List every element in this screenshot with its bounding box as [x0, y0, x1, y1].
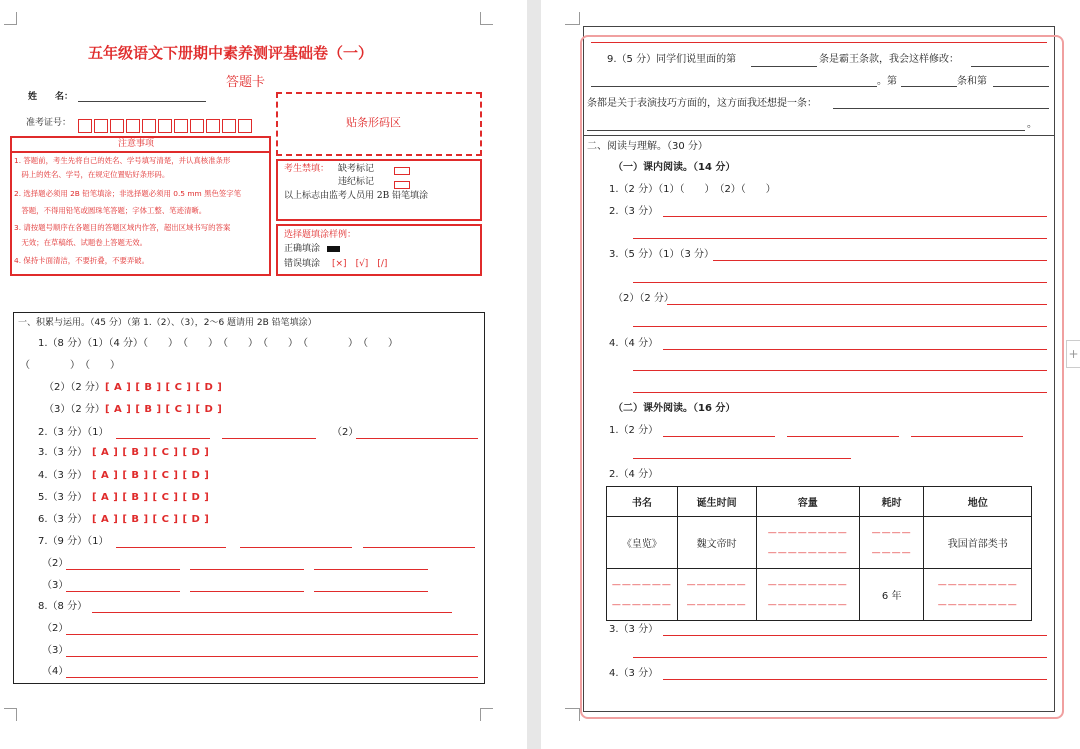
table-cell-blank[interactable]: —————— —————— [677, 569, 756, 621]
q9-blank[interactable] [751, 66, 817, 67]
answer-line[interactable] [591, 42, 1047, 43]
answer-line[interactable] [663, 216, 1047, 217]
corner-mark [480, 12, 493, 25]
answer-line[interactable] [240, 547, 352, 548]
answer-line[interactable] [633, 282, 1047, 283]
q9-blank[interactable] [993, 86, 1049, 87]
proctor-note: 以上标志由监考人员用 2B 铅笔填涂 [284, 191, 429, 201]
left-page [0, 0, 527, 749]
table-cell: 魏文帝时 [677, 517, 756, 569]
answer-line[interactable] [314, 569, 428, 570]
s4: 4.（3 分） [609, 668, 659, 679]
s2: 2.（4 分） [609, 469, 659, 480]
q3: 3.（3 分） [38, 447, 88, 458]
sample-title: 选择题填涂样例： [284, 230, 357, 240]
s1: 1.（2 分） [609, 425, 659, 436]
table-cell-blank[interactable]: ———————— ———————— [756, 517, 859, 569]
q9-d: 条和第 [957, 76, 987, 87]
q9-a: 9.（5 分）同学们说里面的第 [607, 54, 737, 65]
q9-blank[interactable] [587, 130, 1025, 131]
answer-line[interactable] [663, 436, 775, 437]
q2-b: （2） [332, 427, 359, 438]
name-label: 姓 名： [28, 92, 74, 102]
wrong-marks: [×] [√] [/] [332, 259, 388, 269]
answer-line[interactable] [663, 635, 1047, 636]
q7: 7.（9 分）（1） [38, 536, 109, 547]
r2: 2.（3 分） [609, 206, 659, 217]
notice-item: 2. 选择题必须用 2B 铅笔填涂；非选择题必须用 0.5 mm 黑色签字笔 [14, 189, 242, 198]
q1-2-choices[interactable]: [ A ] [ B ] [ C ] [ D ] [105, 382, 223, 393]
q9-blank[interactable] [971, 66, 1049, 67]
answer-line[interactable] [667, 304, 1047, 305]
q8-4: （4） [42, 666, 69, 677]
q4-choices[interactable]: [ A ] [ B ] [ C ] [ D ] [92, 470, 210, 481]
r1: 1.（2 分）（1）（ ） （2）（ ） [609, 184, 776, 195]
table-cell-blank[interactable]: ———————— ———————— [756, 569, 859, 621]
plus-icon: + [1068, 347, 1079, 361]
answer-line[interactable] [787, 436, 899, 437]
right-page [541, 0, 1080, 749]
q9-blank[interactable] [901, 86, 957, 87]
q6: 6.（3 分） [38, 514, 88, 525]
q9-e: 条都是关于表演技巧方面的，这方面我还想提一条： [587, 98, 817, 109]
notice-item: 码上的姓名、学号，在规定位置贴好条形码。 [14, 170, 170, 179]
answer-line[interactable] [911, 436, 1023, 437]
q8: 8.（8 分） [38, 601, 88, 612]
notice-item: 3. 请按题号顺序在各题目的答题区域内作答，超出区域书写的答案 [14, 223, 231, 232]
correct-label: 正确填涂 [284, 244, 321, 254]
name-field[interactable] [78, 101, 206, 102]
q1-cont: （ ） （ ） [20, 360, 120, 371]
answer-line[interactable] [633, 326, 1047, 327]
q2: 2.（3 分）（1） [38, 427, 109, 438]
answer-line[interactable] [66, 656, 478, 657]
q1-2: （2）（2 分） [44, 382, 105, 393]
r3: 3.（5 分）（1）（3 分） [609, 249, 714, 260]
table-cell-blank[interactable]: —————— —————— [607, 569, 678, 621]
corner-mark [565, 708, 580, 721]
table-cell: 我国首部类书 [924, 517, 1032, 569]
correct-fill [327, 246, 340, 252]
section1-title: 一、积累与运用。（45 分）（第 1.（2）、（3），2～6 题请用 2B 铅笔填涂） [18, 318, 317, 328]
section-divider [583, 135, 1055, 136]
table-cell: 《皇览》 [607, 517, 678, 569]
q9-b: 条是霸王条款，我会这样修改： [819, 54, 959, 65]
table-header: 地位 [924, 487, 1032, 517]
answer-line[interactable] [190, 569, 304, 570]
q3-choices[interactable]: [ A ] [ B ] [ C ] [ D ] [92, 447, 210, 458]
r4: 4.（4 分） [609, 338, 659, 349]
table-header: 诞生时间 [677, 487, 756, 517]
q7-3: （3） [42, 580, 69, 591]
answer-line[interactable] [92, 612, 452, 613]
violation-mark-box[interactable] [394, 181, 410, 189]
table-cell-blank[interactable]: ———————— ———————— [924, 569, 1032, 621]
corner-mark [565, 12, 580, 25]
answer-line[interactable] [633, 392, 1047, 393]
sheet-subtitle: 答题卡 [226, 75, 266, 90]
corner-mark [4, 708, 17, 721]
table-header: 书名 [607, 487, 678, 517]
corner-mark [480, 708, 493, 721]
q9-blank[interactable] [591, 86, 877, 87]
notice-item: 1. 答题前，考生先将自己的姓名、学号填写清楚，并认真核准条形 [14, 156, 231, 165]
q5-choices[interactable]: [ A ] [ B ] [ C ] [ D ] [92, 492, 210, 503]
answer-line[interactable] [713, 260, 1047, 261]
q4: 4.（3 分） [38, 470, 88, 481]
barcode-label: 贴条形码区 [346, 116, 401, 129]
answer-line[interactable] [633, 657, 1047, 658]
book-table [606, 486, 1032, 621]
side-expand-button[interactable] [1066, 340, 1080, 368]
answer-line[interactable] [222, 438, 316, 439]
notice-item: 无效；在草稿纸、试题卷上答题无效。 [14, 238, 148, 247]
q5: 5.（3 分） [38, 492, 88, 503]
q8-2: （2） [42, 623, 69, 634]
absent-label: 考生禁填： [284, 164, 330, 174]
part2-title: （二）课外阅读。（16 分） [613, 403, 736, 414]
answer-line[interactable] [363, 547, 475, 548]
notice-item: 4. 保持卡面清洁，不要折叠，不要弄破。 [14, 256, 150, 265]
answer-line[interactable] [190, 591, 304, 592]
table-cell: 6 年 [859, 569, 924, 621]
corner-mark [4, 12, 17, 25]
table-header: 容量 [756, 487, 859, 517]
q9-end: 。 [1027, 119, 1037, 130]
section2-title: 二、阅读与理解。（30 分） [587, 141, 708, 152]
table-header: 耗时 [859, 487, 924, 517]
answer-line[interactable] [66, 591, 180, 592]
notice-item: 答题，不得用铅笔或圆珠笔答题；字体工整、笔迹清晰。 [14, 206, 207, 215]
q1-3: （3）（2 分） [44, 404, 105, 415]
table-cell-blank[interactable]: ———— ———— [859, 517, 924, 569]
notice-title: 注意事项 [118, 139, 155, 149]
answer-line[interactable] [116, 438, 210, 439]
r3-2: （2）（2 分） [613, 293, 674, 304]
absent-mark-label: 缺考标记 [338, 164, 375, 174]
q8-3: （3） [42, 645, 69, 656]
answer-line[interactable] [66, 569, 180, 570]
answer-line[interactable] [633, 458, 851, 459]
violation-mark-label: 违纪标记 [338, 177, 375, 187]
q9-blank[interactable] [833, 108, 1049, 109]
answer-line[interactable] [633, 238, 1047, 239]
answer-line[interactable] [356, 438, 478, 439]
q7-2: （2） [42, 558, 69, 569]
answer-line[interactable] [314, 591, 428, 592]
s3: 3.（3 分） [609, 624, 659, 635]
q9-c: 。第 [877, 76, 897, 87]
answer-line[interactable] [633, 370, 1047, 371]
q6-choices[interactable]: [ A ] [ B ] [ C ] [ D ] [92, 514, 210, 525]
q1-line: 1.（8 分）（1）（4 分）（ ） （ ） （ ） （ ） （ ） （ ） [38, 338, 398, 349]
wrong-label: 错误填涂 [284, 259, 321, 269]
id-label: 准考证号： [26, 118, 72, 128]
sheet-title: 五年级语文下册期中素养测评基础卷（一） [88, 44, 374, 62]
answer-line[interactable] [116, 547, 226, 548]
absent-mark-box[interactable] [394, 167, 410, 175]
q1-3-choices[interactable]: [ A ] [ B ] [ C ] [ D ] [105, 404, 223, 415]
answer-line[interactable] [66, 634, 478, 635]
id-boxes[interactable] [78, 115, 254, 134]
answer-line[interactable] [663, 679, 1047, 680]
answer-line[interactable] [66, 677, 478, 678]
part1-title: （一）课内阅读。（14 分） [613, 162, 736, 173]
answer-line[interactable] [663, 349, 1047, 350]
